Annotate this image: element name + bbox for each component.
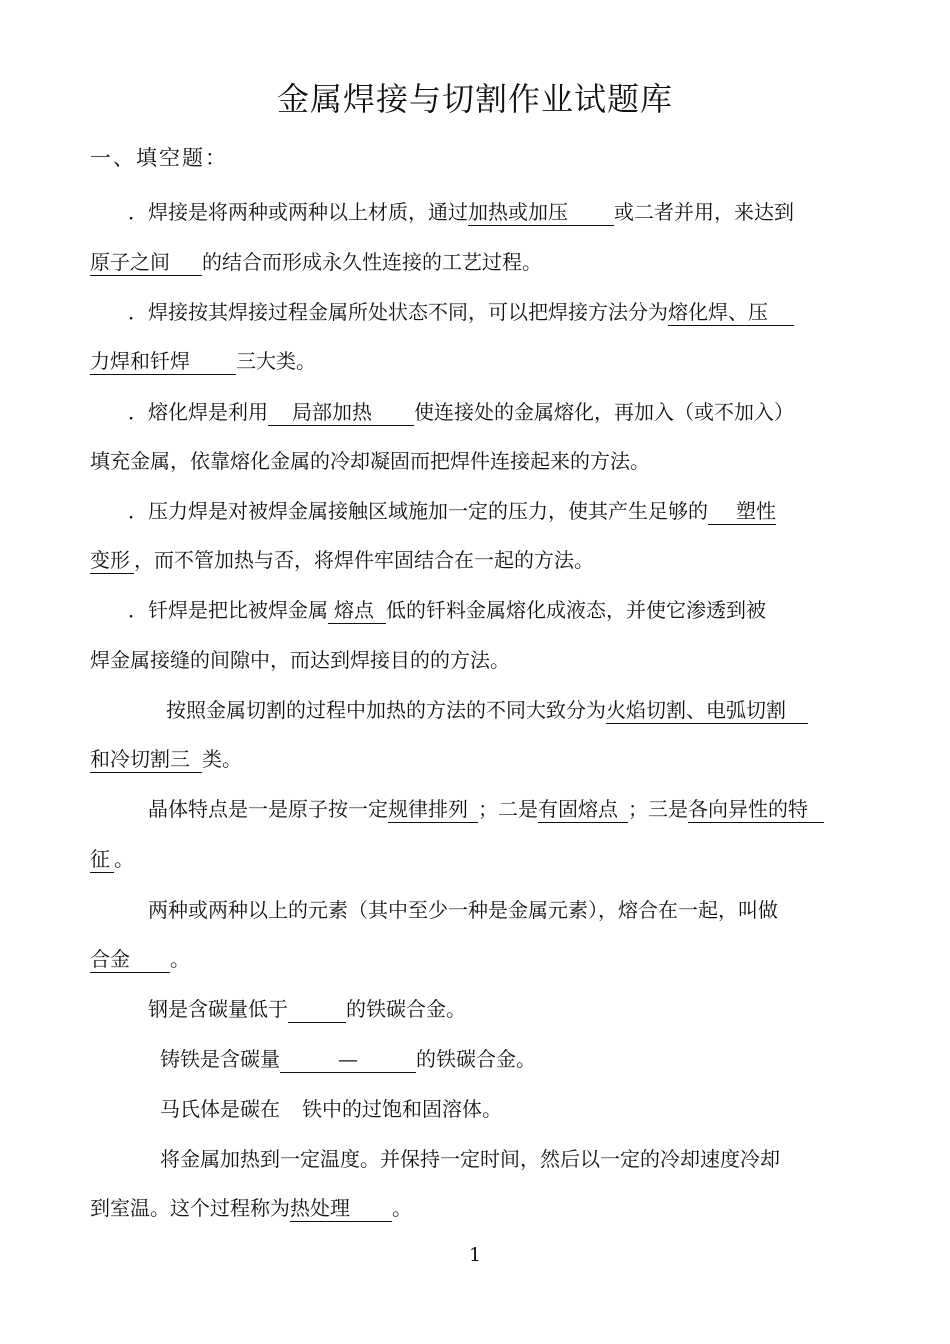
answer-blank: 原子之间 [90,249,202,276]
document-title: 金属焊接与切割作业试题库 [276,80,673,118]
question-5-line-2: 焊金属接缝的间隙中，而达到焊接目的的方法。 [90,648,510,672]
question-4-line-1: ．压力焊是对被焊金属接触区域施加一定的压力，使其产生足够的 塑性 [128,499,776,523]
answer-blank: 规律排列 [388,796,478,823]
question-11-line: 马氏体是碳在 铁中的过饱和固溶体。 [160,1097,502,1121]
question-3-line-1: ．熔化焊是利用 局部加热 使连接处的金属熔化，再加入（或不加入） [128,400,794,424]
answer-blank: 熔化焊、压 [668,299,794,326]
question-12-line-1: 将金属加热到一定温度。并保持一定时间，然后以一定的冷却速度冷却 [160,1147,780,1171]
answer-blank [288,996,346,1023]
section-heading: 一、填空题： [90,146,228,170]
question-5-line-1: ．钎焊是把比被焊金属 熔点 低的钎料金属熔化成液态，并使它渗透到被 [128,598,766,622]
question-9-line: 钢是含碳量低于 的铁碳合金。 [148,997,466,1021]
question-3-line-2: 填充金属，依靠熔化金属的冷却凝固而把焊件连接起来的方法。 [90,449,650,473]
question-7-line-2: 征 。 [90,847,134,871]
answer-blank: 加热或加压 [468,199,614,226]
page-number: 1 [468,1244,482,1266]
question-12-line-2: 到室温。这个过程称为热处理 。 [90,1196,412,1220]
answer-blank: 征 [90,846,114,873]
question-7-line-1: 晶体特点是一是原子按一定规律排列 ；二是有固熔点 ；三是各向异性的特 [148,795,824,823]
answer-blank: 热处理 [290,1195,392,1222]
answer-blank: 合金 [90,946,170,973]
answer-blank: 变形 [90,547,134,574]
answer-blank: 各向异性的特 [688,796,824,823]
answer-blank: 和冷切割三 [90,746,202,773]
answer-blank: 局部加热 [268,399,414,426]
answer-blank: 熔点 [328,597,386,624]
question-8-line-1: 两种或两种以上的元素（其中至少一种是金属元素），熔合在一起，叫做 [148,898,778,922]
answer-blank: 火焰切割、电弧切割 [606,697,808,724]
question-6-line-1: 按照金属切割的过程中加热的方法的不同大致分为火焰切割、电弧切割 [166,696,808,724]
answer-blank: 塑性 [708,498,776,525]
question-10-line: 铸铁是含碳量 — 的铁碳合金。 [160,1047,536,1071]
answer-blank: 有固熔点 [538,796,628,823]
question-8-line-2: 合金 。 [90,947,190,971]
question-6-line-2: 和冷切割三 类。 [90,747,242,771]
question-2-line-1: ．焊接按其焊接过程金属所处状态不同，可以把焊接方法分为熔化焊、压 [128,298,794,326]
answer-blank: — [280,1046,416,1073]
question-1-line-1: ．焊接是将两种或两种以上材质，通过加热或加压 或二者并用，来达到 [128,200,794,224]
question-1-line-2: 原子之间 的结合而形成永久性连接的工艺过程。 [90,250,542,274]
answer-blank: 力焊和钎焊 [90,348,236,375]
question-4-line-2: 变形 ，而不管加热与否，将焊件牢固结合在一起的方法。 [90,548,594,572]
question-2-line-2: 力焊和钎焊 三大类。 [90,349,316,373]
